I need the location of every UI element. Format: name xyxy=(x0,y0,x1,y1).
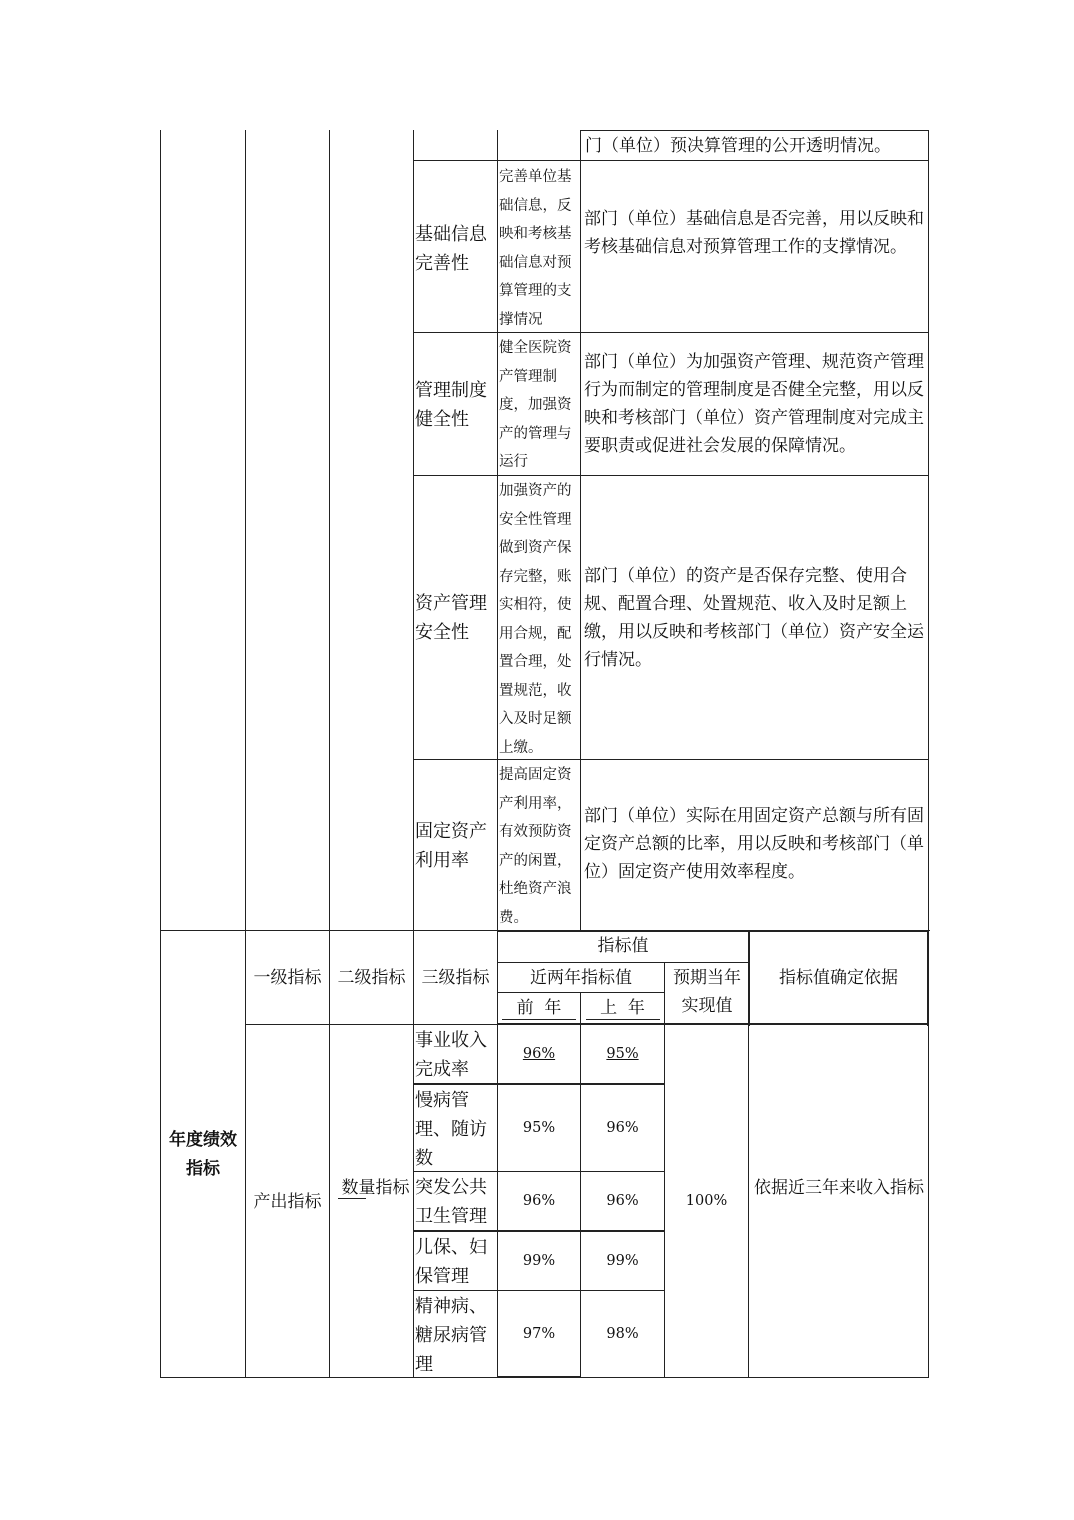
indicator-name-basic-info: 基础信息完善性 xyxy=(415,224,487,274)
row-last-2: 96% xyxy=(606,1120,639,1136)
section-label: 年度绩效指标 xyxy=(169,1130,237,1179)
header-expected: 预期当年实现值 xyxy=(673,968,741,1016)
row-name-4: 儿保、妇保管理 xyxy=(415,1237,487,1287)
row-prev-5: 97% xyxy=(522,1326,556,1342)
indicator-content-asset-safety: 加强资产的安全性管理做到资产保存完整，账实相符，使用合规，配置合理，处置规范，收入及时足额上缴。 xyxy=(499,483,572,756)
row-name-2: 慢病管理、随访数 xyxy=(415,1090,487,1169)
header-last-year: 上 年 xyxy=(600,998,645,1018)
row-last-5: 98% xyxy=(606,1326,639,1342)
indicator-explanation-mgmt-system: 部门（单位）为加强资产管理、规范资产管理行为而制定的管理制度是否健全完整，用以反映和考核部门（单位）资产管理制度对完成主要职责或促进社会发展的保障情况。 xyxy=(584,352,924,456)
header-recent-two-years: 近两年指标值 xyxy=(530,968,632,988)
header-prev-year: 前 年 xyxy=(516,998,562,1018)
row-prev-4: 99% xyxy=(522,1253,556,1269)
header-level1: 一级指标 xyxy=(253,968,322,988)
expected-value: 100% xyxy=(685,1193,728,1209)
indicator-content-fixed-asset: 提高固定资产利用率，有效预防资产的闲置，杜绝资产浪费。 xyxy=(499,767,572,926)
header-level3: 三级指标 xyxy=(421,968,490,988)
level1-value: 产出指标 xyxy=(253,1192,322,1212)
header-level2: 二级指标 xyxy=(337,968,406,988)
row-name-1: 事业收入完成率 xyxy=(415,1030,487,1080)
row-prev-1: 96% xyxy=(522,1046,556,1062)
indicator-explanation-asset-safety: 部门（单位）的资产是否保存完整、使用合规、配置合理、处置规范、收入及时足额上缴，用以反映和考核部门（单位）资产安全运行情况。 xyxy=(584,566,924,670)
indicator-content-mgmt-system: 健全医院资产管理制度，加强资产的管理与运行 xyxy=(499,340,572,470)
indicator-name-mgmt-system: 管理制度健全性 xyxy=(415,380,487,430)
indicator-name-asset-safety: 资产管理安全性 xyxy=(415,593,487,643)
row-name-3: 突发公共卫生管理 xyxy=(415,1177,487,1227)
row-last-1: 95% xyxy=(606,1046,639,1062)
indicator-name-fixed-asset: 固定资产利用率 xyxy=(415,821,487,871)
basis-value: 依据近三年来收入指标 xyxy=(754,1178,924,1198)
row-last-3: 96% xyxy=(606,1193,639,1209)
indicator-content-basic-info: 完善单位基础信息，反映和考核基础信息对预算管理的支撑情况 xyxy=(499,169,572,328)
indicator-explanation-fixed-asset: 部门（单位）实际在用固定资产总额与所有固定资产总额的比率，用以反映和考核部门（单位）固定资产使用效率程度。 xyxy=(584,806,924,882)
level2-value: 数量指标 xyxy=(341,1178,410,1198)
row-prev-2: 95% xyxy=(522,1120,556,1136)
row-last-4: 99% xyxy=(606,1253,639,1269)
continued-explanation: 门（单位）预决算管理的公开透明情况。 xyxy=(585,136,891,156)
row-name-5: 精神病、糖尿病管理 xyxy=(415,1296,487,1375)
indicator-explanation-basic-info: 部门（单位）基础信息是否完善，用以反映和考核基础信息对预算管理工作的支撑情况。 xyxy=(584,209,924,257)
row-prev-3: 96% xyxy=(522,1193,556,1209)
header-indicator-value: 指标值 xyxy=(597,936,649,956)
header-basis: 指标值确定依据 xyxy=(779,968,898,988)
